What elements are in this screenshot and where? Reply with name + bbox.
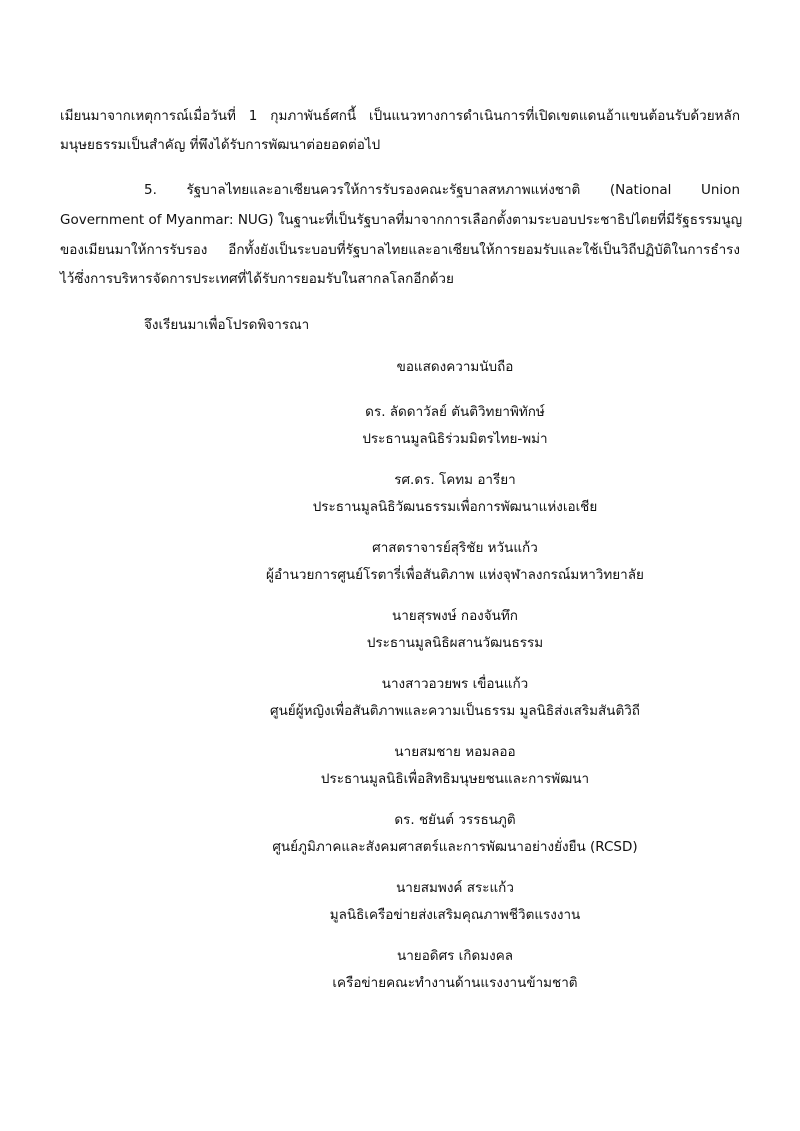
signatory-title: ศูนย์ผู้หญิงเพื่อสันติภาพและความเป็นธรรม มูลนิธิส่งเสริมสันติวิถี bbox=[270, 703, 640, 719]
signatory-name: นายสมพงค์ สระแก้ว bbox=[396, 880, 514, 896]
signatory-name: นายสุรพงษ์ กองจันทึก bbox=[392, 608, 518, 624]
signatory-name: รศ.ดร. โคทม อารียา bbox=[394, 472, 516, 488]
regards-text: ขอแสดงความนับถือ bbox=[396, 359, 514, 375]
signatory-title: ประธานมูลนิธิวัฒนธรรมเพื่อการพัฒนาแห่งเอเชีย bbox=[312, 499, 598, 515]
point5-line-2: Government of Myanmar: NUG) ในฐานะที่เป็นรัฐบาลที่มาจากการเลือกตั้งตามระบอบประชาธิปไตยที่มีรัฐธรรมนูญ bbox=[60, 212, 743, 228]
signatory-title: มูลนิธิเครือข่ายส่งเสริมคุณภาพชีวิตแรงงาน bbox=[329, 907, 581, 923]
signatory-name: ดร. ลัดดาวัลย์ ตันติวิทยาพิทักษ์ bbox=[365, 404, 545, 420]
signatory-title: เครือข่ายคณะทำงานด้านแรงงานข้ามชาติ bbox=[332, 975, 578, 991]
signatory-name: นางสาวอวยพร เขื่อนแก้ว bbox=[381, 676, 529, 692]
signatory-title: ผู้อำนวยการศูนย์โรตารี่เพื่อสันติภาพ แห่งจุฬาลงกรณ์มหาวิทยาลัย bbox=[266, 567, 644, 583]
signatory-name: ศาสตราจารย์สุริชัย หวันแก้ว bbox=[372, 540, 538, 556]
signatory-name: ดร. ชยันต์ วรรธนภูติ bbox=[394, 812, 516, 828]
intro-line-2: มนุษยธรรมเป็นสำคัญ ที่พึงได้รับการพัฒนาต่อยอดต่อไป bbox=[60, 137, 381, 153]
intro-line-1: เมียนมาจากเหตุการณ์เมื่อวันที่ 1 กุมภาพันธ์ศกนี้ เป็นแนวทางการดำเนินการที่เปิดเขตแดนอ้าแขนต้อนรับด้วยหลัก bbox=[60, 108, 740, 124]
signatory-title: ประธานมูลนิธิเพื่อสิทธิมนุษยชนและการพัฒนา bbox=[320, 771, 590, 787]
signatory-title: ประธานมูลนิธิผสานวัฒนธรรม bbox=[366, 635, 544, 651]
point5-line-4: ไว้ซึ่งการบริหารจัดการประเทศที่ได้รับการยอมรับในสากลโลกอีกด้วย bbox=[60, 271, 454, 287]
signatory-name: นายสมชาย หอมลออ bbox=[394, 744, 516, 760]
signatory-name: นายอดิศร เกิดมงคล bbox=[396, 948, 514, 964]
point5-line-1: 5. รัฐบาลไทยและอาเซียนควรให้การรับรองคณะรัฐบาลสหภาพแห่งชาติ (National Union bbox=[144, 182, 740, 198]
closing-text: จึงเรียนมาเพื่อโปรดพิจารณา bbox=[144, 317, 310, 333]
signatory-title: ประธานมูลนิธิร่วมมิตรไทย-พม่า bbox=[362, 431, 548, 447]
signatory-title: ศูนย์ภูมิภาคและสังคมศาสตร์และการพัฒนาอย่างยั่งยืน (RCSD) bbox=[272, 839, 638, 855]
point5-line-3: ของเมียนมาให้การรับรอง อีกทั้งยังเป็นระบอบที่รัฐบาลไทยและอาเซียนให้การยอมรับและใช้เป็นวิถีปฏิบัติในการธำรง bbox=[60, 242, 740, 258]
